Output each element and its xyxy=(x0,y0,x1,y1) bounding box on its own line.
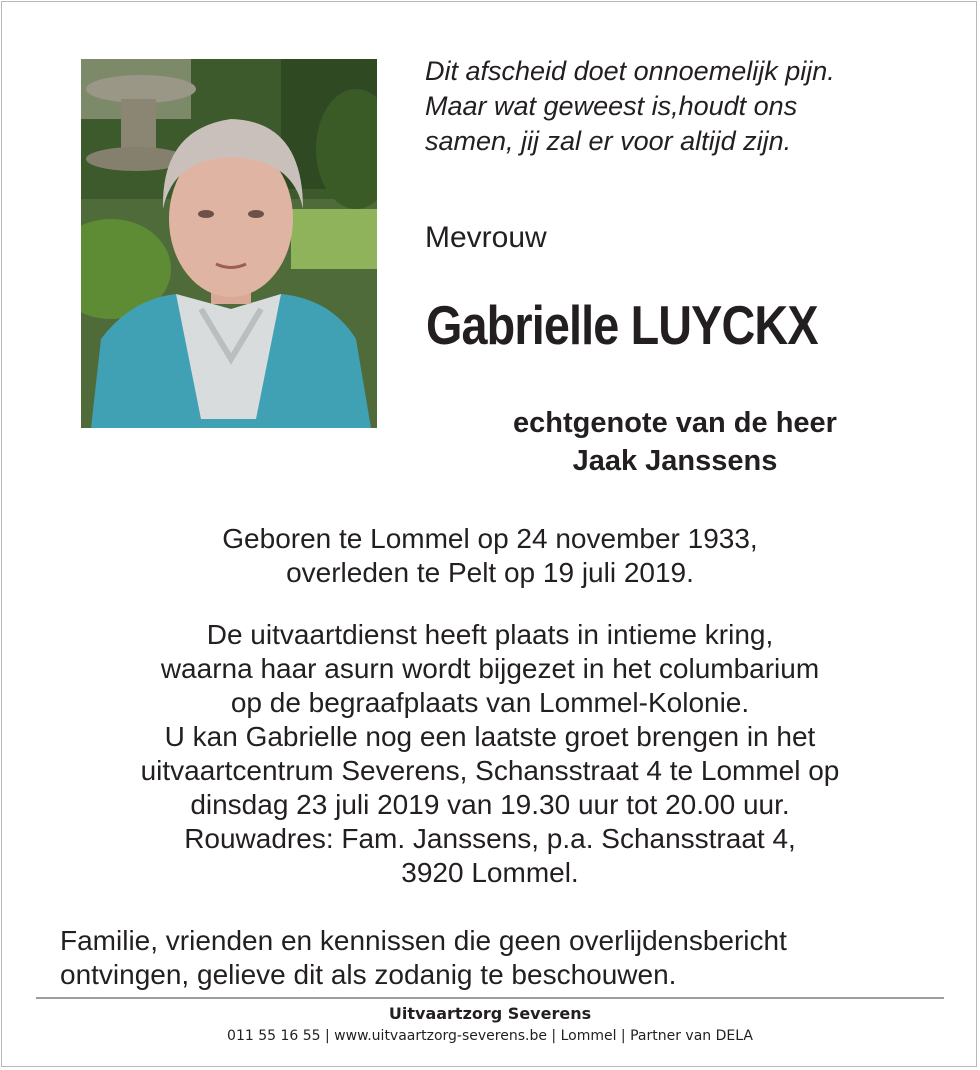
funeral-home-name: Uitvaartzorg Severens xyxy=(388,1004,592,1023)
poem-line: samen, jij zal er voor altijd zijn. xyxy=(425,126,792,156)
service-line: 3920 Lommel. xyxy=(401,857,579,888)
spouse-line: Jaak Janssens xyxy=(572,445,778,477)
funeral-service-info xyxy=(40,618,940,890)
spouse-info xyxy=(420,404,930,480)
dates-line: overleden te Pelt op 19 juli 2019. xyxy=(286,557,694,588)
memorial-poem xyxy=(425,54,945,159)
poem-line: Maar wat geweest is,houdt ons xyxy=(425,91,798,121)
service-line: Rouwadres: Fam. Janssens, p.a. Schansstraat 4, xyxy=(184,823,796,854)
birth-death-dates xyxy=(40,522,940,590)
dates-line: Geboren te Lommel op 24 november 1933, xyxy=(222,523,758,554)
notice-line: ontvingen, gelieve dit als zodanig te beschouwen. xyxy=(60,959,677,990)
portrait-photo xyxy=(81,59,377,428)
poem-line: Dit afscheid doet onnoemelijk pijn. xyxy=(425,56,835,86)
service-line: De uitvaartdienst heeft plaats in intieme kring, xyxy=(206,619,774,650)
service-line: dinsdag 23 juli 2019 van 19.30 uur tot 20.00 uur. xyxy=(190,789,790,820)
funeral-home-contact: 011 55 16 55 | www.uitvaartzorg-severens.be | Lommel | Partner van DELA xyxy=(227,1028,753,1044)
deceased-name: Gabrielle LUYCKX xyxy=(426,294,818,356)
honorific: Mevrouw xyxy=(425,221,547,254)
service-line: uitvaartcentrum Severens, Schansstraat 4 te Lommel op xyxy=(140,755,840,786)
footer-divider xyxy=(36,997,944,999)
service-line: U kan Gabrielle nog een laatste groet brengen in het xyxy=(164,721,816,752)
notice-line: Familie, vrienden en kennissen die geen overlijdensbericht xyxy=(60,925,787,956)
service-line: op de begraafplaats van Lommel-Kolonie. xyxy=(230,687,750,718)
family-notice xyxy=(60,924,787,992)
spouse-line: echtgenote van de heer xyxy=(513,407,837,439)
service-line: waarna haar asurn wordt bijgezet in het columbarium xyxy=(160,653,820,684)
